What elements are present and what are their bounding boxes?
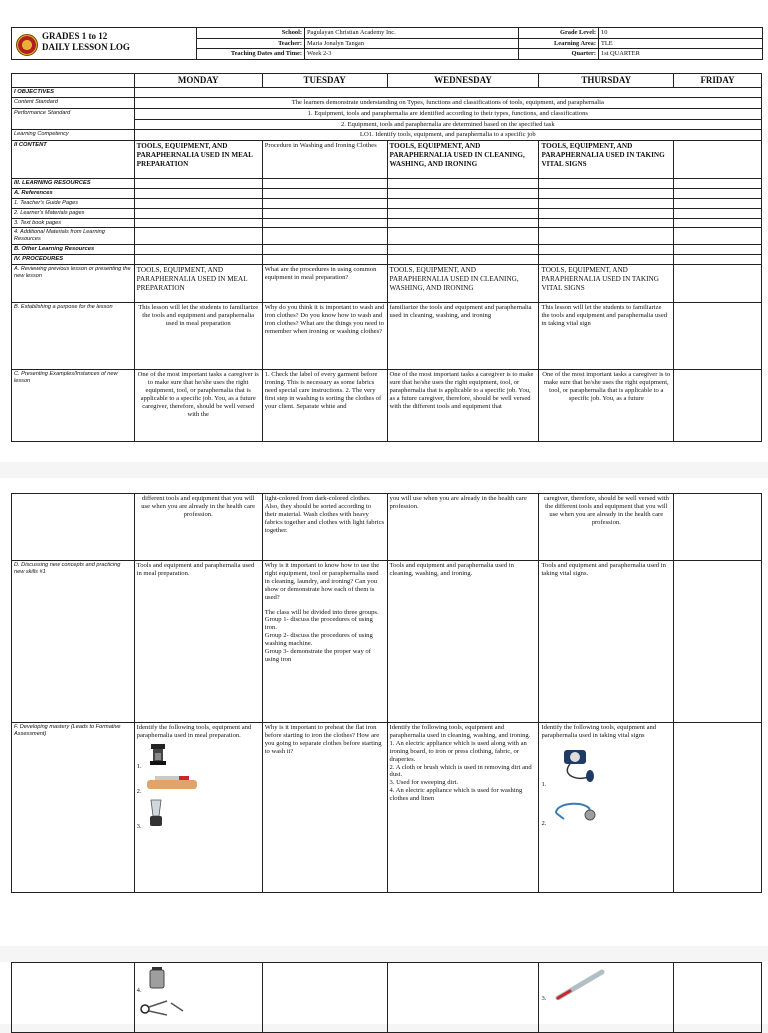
learning-competency-text: LO1. Identify tools, equipment, and paraphernalia to a specific job (134, 130, 761, 141)
proc-f-wed-cell (387, 723, 539, 893)
label-performance-standard: Performance Standard (12, 108, 135, 130)
proc-f-thu: Identify the following tools, equipment and paraphernalia used in taking vital signs (541, 724, 657, 739)
day-friday: FRIDAY (674, 74, 762, 88)
proc-c-mon: One of the most important tasks a caregiver is to make sure that he/she uses the right equipment, tool, or paraphernalia that is applicable to a specific job. You, as a future caregiver, therefore, should be well versed with the (134, 370, 262, 442)
proc-f-thu-cell (539, 723, 674, 893)
proc-f-wed-4: 4. An electric appliance which is used for washing clothes and linen (389, 787, 523, 803)
proc-f-wed-3: 3. Used for sweeping dirt. (389, 779, 459, 787)
proc-f-wed: Identify the following tools, equipment and paraphernalia used in cleaning, washing, and ironing. (389, 724, 531, 739)
label-references: A. References (12, 189, 135, 199)
proc-d-tue-2: The class will be divided into three groups. (264, 608, 379, 616)
proc-c-thu: One of the most important tasks a caregiver is to make sure that he/she uses the right equipment, tool, or paraphernalia that is applicable to a specific job. You, as a future (539, 370, 674, 442)
proc-c-mon-cont: different tools and equipment that you will use when you are already in the health care profession. (134, 494, 262, 561)
label-proc-b: B. Establishing a purpose for the lesson (12, 303, 135, 370)
area-value: TLE (599, 38, 763, 49)
performance-standard-2: 2. Equipment, tools and paraphernalia are determined based on the specified task (134, 119, 761, 130)
area-label: Learning Area: (519, 38, 599, 49)
label-additional: 4. Additional Materials from Learning Resources (12, 228, 135, 245)
label-content-standard: Content Standard (12, 97, 135, 108)
performance-standard-1: 1. Equipment, tools and paraphernalia are identified according to their types, functions, and classifications (134, 108, 761, 119)
blender-icon: 3. (137, 798, 260, 831)
day-thursday: THURSDAY (539, 74, 674, 88)
cutting-board-icon: 2. (137, 773, 260, 796)
label-procedures: IV. PROCEDURES (12, 255, 135, 265)
label-proc-a: A. Reviewing previous lesson or presenting the new lesson (12, 265, 135, 303)
proc-a-tue: What are the procedures in using common equipment in meal preparation? (262, 265, 387, 303)
day-tuesday: TUESDAY (262, 74, 387, 88)
proc-c-wed-cont: you will use when you are already in the health care profession. (387, 494, 539, 561)
lesson-table-page3 (11, 962, 762, 1033)
proc-a-mon: TOOLS, EQUIPMENT, AND PARAPHERNALIA USED IN MEAL PREPARATION (134, 265, 262, 303)
content-mon: TOOLS, EQUIPMENT, AND PARAPHERNALIA USED IN MEAL PREPARATION (134, 141, 262, 179)
proc-d-tue-cell (262, 561, 387, 723)
proc-c-thu-cont: caregiver, therefore, should be well versed with the different tools and equipment that you will use when you are already in the health care profession. (539, 494, 674, 561)
label-proc-d: D. Discussing new concepts and practicing new skills #1 (12, 561, 135, 723)
school-label: School: (197, 28, 305, 39)
label-learning-resources: III. LEARNING RESOURCES (12, 179, 135, 189)
grade-label: Grade Level: (519, 28, 599, 39)
corner-cell (12, 74, 135, 88)
teacher-value: Maria Jonalyn Tangan (305, 38, 519, 49)
label-tg: 1. Teacher's Guide Pages (12, 199, 135, 209)
proc-d-tue: Why is it important to know how to use the right equipment, tool or paraphernalia used in cleaning, laundry, and ironing? Can you show or demonstrate how each of them is used? (264, 562, 380, 601)
lesson-table-page1 (11, 73, 762, 442)
proc-f-thu-cont (539, 963, 674, 1033)
scissors-icon (137, 997, 260, 1020)
proc-c-tue-cont: light-colored from dark-colored clothes. Also, they should be sorted according to their material. Wash clothes with heavy fabrics together and clothes with light fabrics together. (262, 494, 387, 561)
thermometer-icon: 3. (541, 968, 671, 1003)
quarter-label: Quarter: (519, 49, 599, 60)
title-dll: DAILY LESSON LOG (42, 42, 130, 53)
proc-d-wed: Tools and equipment and paraphernalia used in cleaning, washing, and ironing. (387, 561, 539, 723)
page-2 (0, 478, 768, 946)
header-table (11, 27, 763, 60)
content-thu: TOOLS, EQUIPMENT, AND PARAPHERNALIA USED IN TAKING VITAL SIGNS (539, 141, 674, 179)
label-proc-f: F. Developing mastery (Leads to Formative Assessment) (12, 723, 135, 893)
proc-d-tue-5: Group 3- demonstrate the proper way of using iron (264, 648, 371, 663)
proc-b-mon: This lesson will let the students to familiarize the tools and equipment and paraphernalia used in meal preparation (134, 303, 262, 370)
day-monday: MONDAY (134, 74, 262, 88)
lesson-table-page2 (11, 493, 762, 893)
proc-f-wed-2: 2. A cloth or brush which is used in removing dirt and dust. (389, 763, 532, 779)
title-grades: GRADES 1 to 12 (42, 31, 108, 42)
page-1 (0, 0, 768, 462)
proc-b-tue: Why do you think it is important to wash and iron clothes? Do you know how to wash and iron clothes? What are the things you need to remember when ironing or washing clothes? (262, 303, 387, 370)
label-proc-c: C. Presenting Examples/Instances of new lesson (12, 370, 135, 442)
header-title-cell (12, 28, 197, 60)
proc-d-tue-4: Group 2- discuss the procedures of using washing machine. (264, 632, 373, 648)
proc-a-thu: TOOLS, EQUIPMENT, AND PARAPHERNALIA USED IN TAKING VITAL SIGNS (539, 265, 674, 303)
proc-d-tue-3: Group 1- discuss the procedures of using iron. (264, 616, 373, 632)
proc-d-thu: Tools and equipment and paraphernalia used in taking vital signs. (539, 561, 674, 723)
quarter-value: 1st QUARTER (599, 49, 763, 60)
kettle-icon: 4. (137, 966, 260, 995)
teacher-label: Teacher: (197, 38, 305, 49)
content-wed: TOOLS, EQUIPMENT, AND PARAPHERNALIA USED IN CLEANING, WASHING, AND IRONING (387, 141, 539, 179)
proc-a-wed: TOOLS, EQUIPMENT, AND PARAPHERNALIA USED IN CLEANING, WASHING, AND IRONING (387, 265, 539, 303)
proc-f-tue: Why is it important to preheat the flat iron before starting to iron the clothes? How are you going to separate clothes before starting to wash it? (262, 723, 387, 893)
proc-b-wed: familiarize the tools and equipment and paraphernalia used in cleaning, washing, and ironing (387, 303, 539, 370)
stethoscope-icon: 2. (541, 799, 671, 828)
coffee-maker-icon: 1. (137, 742, 260, 771)
proc-f-wed-1: 1. An electric appliance which is used along with an ironing board, to iron or press clothing, fabric, or draperies. (389, 739, 527, 763)
label-objectives: I OBJECTIVES (12, 87, 135, 97)
proc-b-thu: This lesson will let the students to familiarize the tools and equipment and paraphernalia used in taking vital sign (539, 303, 674, 370)
proc-f-mon-cont (134, 963, 262, 1033)
proc-d-mon: Tools and equipment and paraphernalia used in meal preparation. (134, 561, 262, 723)
label-content: II CONTENT (12, 141, 135, 179)
content-standard-text: The learners demonstrate understanding on Types, functions and classifications of tools, equipment, and paraphernalia (134, 97, 761, 108)
label-learning-competency: Learning Competency (12, 130, 135, 141)
school-seal-icon (16, 34, 38, 56)
label-other: B. Other Learning Resources (12, 245, 135, 255)
proc-f-mon-cell (134, 723, 262, 893)
dates-value: Week 2-3 (305, 49, 519, 60)
content-tue: Procedure in Washing and Ironing Clothes (262, 141, 387, 179)
school-value: Pagulayan Christian Academy Inc. (305, 28, 519, 39)
proc-f-mon: Identify the following tools, equipment and paraphernalia used in meal preparation. (136, 724, 252, 739)
day-wednesday: WEDNESDAY (387, 74, 539, 88)
blood-pressure-cuff-icon: 1. (541, 746, 671, 789)
label-lm: 2. Learner's Materials pages (12, 208, 135, 218)
label-tb: 3. Text book pages (12, 218, 135, 228)
proc-c-wed: One of the most important tasks a caregiver is to make sure that he/she uses the right equipment, tool, or paraphernalia that is applicable to a specific job. You, as a future caregiver, therefore, should be well versed with the different tools and equipment that (387, 370, 539, 442)
proc-c-tue: 1. Check the label of every garment before ironing. This is necessary as some fabrics need special care instructions. 2. The very first step in washing is sorting the clothes of your client. Separate white and (262, 370, 387, 442)
grade-value: 10 (599, 28, 763, 39)
dates-label: Teaching Dates and Time: (197, 49, 305, 60)
page-3 (0, 962, 768, 1024)
